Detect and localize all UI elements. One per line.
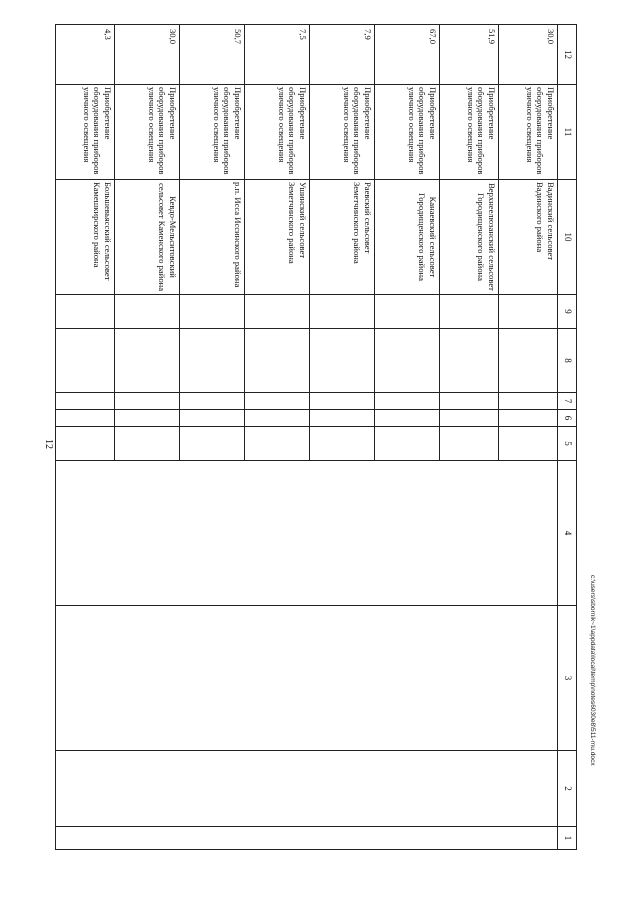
column-number-row [558, 25, 577, 850]
empty-cell [56, 410, 115, 427]
amount-cell: 67,0 [375, 25, 440, 85]
empty-cell [115, 295, 180, 329]
amount-cell: 30,0 [115, 25, 180, 85]
page-number: 12 [43, 439, 54, 449]
amount-cell: 7,9 [310, 25, 375, 85]
empty-cell [56, 461, 558, 606]
empty-cell [245, 427, 310, 461]
column-number: 12 [558, 25, 577, 85]
empty-cell [499, 427, 558, 461]
column-number: 3 [558, 606, 577, 751]
empty-cell [56, 427, 115, 461]
empty-cell [245, 329, 310, 393]
amount-cell: 4,3 [56, 25, 115, 85]
empty-cell [180, 329, 245, 393]
empty-cell [245, 410, 310, 427]
empty-cell [310, 427, 375, 461]
data-table [63, 24, 577, 849]
column-number: 1 [558, 827, 577, 850]
municipality-cell: Вадинский сельсовет Вадинского района [499, 180, 558, 295]
column-number: 4 [558, 461, 577, 606]
column-number: 2 [558, 751, 577, 827]
empty-cell [180, 410, 245, 427]
empty-cell [499, 410, 558, 427]
amount-cell: 7,5 [245, 25, 310, 85]
empty-cell [375, 393, 440, 410]
empty-cell [310, 295, 375, 329]
purpose-cell: Приобретение оборудования приборов уличного освещения [375, 85, 440, 180]
empty-cell [115, 393, 180, 410]
empty-cell [115, 427, 180, 461]
purpose-cell: Приобретение оборудования приборов уличного освещения [499, 85, 558, 180]
empty-cell [56, 295, 115, 329]
empty-cell [180, 295, 245, 329]
column-number: 8 [558, 329, 577, 393]
empty-cell [375, 410, 440, 427]
empty-cell [440, 393, 499, 410]
purpose-cell: Приобретение оборудования приборов уличного освещения [180, 85, 245, 180]
empty-cell [245, 295, 310, 329]
empty-cell [180, 393, 245, 410]
purpose-cell: Приобретение оборудования приборов уличного освещения [440, 85, 499, 180]
purpose-cell: Приобретение оборудования приборов уличного освещения [310, 85, 375, 180]
municipality-cell: Канаевский сельсовет Городищенского района [375, 180, 440, 295]
empty-cell [375, 427, 440, 461]
purpose-cell: Приобретение оборудования приборов уличного освещения [115, 85, 180, 180]
empty-cell [440, 295, 499, 329]
empty-cell [56, 827, 558, 850]
column-number: 7 [558, 393, 577, 410]
municipality-cell: Раевский сельсовет Земетчинского района [310, 180, 375, 295]
empty-cell [499, 295, 558, 329]
empty-cell [115, 329, 180, 393]
column-number: 9 [558, 295, 577, 329]
amount-cell: 51,9 [440, 25, 499, 85]
empty-cell [499, 393, 558, 410]
budget-table [55, 24, 577, 850]
municipality-cell: Большевьясский сельсовет Камешкирского района [56, 180, 115, 295]
empty-cell [56, 393, 115, 410]
empty-cell [56, 606, 558, 751]
empty-cell [310, 410, 375, 427]
empty-cell [499, 329, 558, 393]
column-number: 5 [558, 427, 577, 461]
municipality-cell: Кевдо-Мельситовский сельсовет Каменского района [115, 180, 180, 295]
empty-cell [375, 295, 440, 329]
municipality-cell: р.п. Исса Иссинского района [180, 180, 245, 295]
column-number: 6 [558, 410, 577, 427]
empty-cell [245, 393, 310, 410]
municipality-cell: Ушинский сельсовет Земетчинского района [245, 180, 310, 295]
empty-cell [56, 751, 558, 827]
column-number: 10 [558, 180, 577, 295]
empty-cell [310, 329, 375, 393]
empty-cell [440, 427, 499, 461]
empty-cell [375, 329, 440, 393]
table-row [499, 25, 558, 850]
column-number: 11 [558, 85, 577, 180]
purpose-cell: Приобретение оборудования приборов уличного освещения [245, 85, 310, 180]
empty-cell [56, 329, 115, 393]
amount-cell: 30,0 [499, 25, 558, 85]
empty-cell [440, 410, 499, 427]
municipality-cell: Верхнеелюзанский сельсовет Городищенского района [440, 180, 499, 295]
empty-cell [115, 410, 180, 427]
empty-cell [180, 427, 245, 461]
purpose-cell: Приобретение оборудования приборов уличного освещения [56, 85, 115, 180]
empty-cell [440, 329, 499, 393]
footer-file-path: c:\users\sbornik~1\appdata\local\temp\notes6030e8\511-mu.docx [589, 575, 596, 766]
amount-cell: 50,7 [180, 25, 245, 85]
empty-cell [310, 393, 375, 410]
